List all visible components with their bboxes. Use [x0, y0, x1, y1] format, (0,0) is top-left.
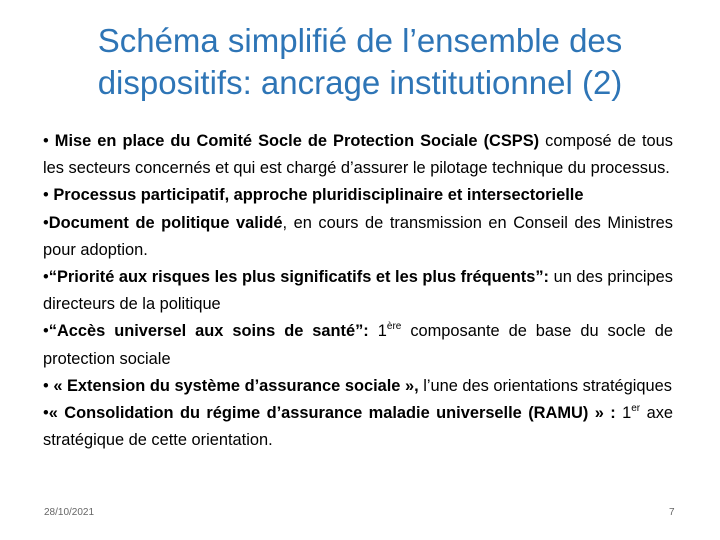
bullet-item: • « Extension du système d’assurance sociale », l’une des orientations stratégiques — [43, 376, 672, 395]
bullet-item: •“Priorité aux risques les plus significatifs et les plus fréquents”: un des principes directeurs de la politique — [43, 268, 673, 314]
bullet-item: • Mise en place du Comité Socle de Protection Sociale (CSPS) composé de tous les secteurs concernés et qui est chargé d’assurer le pilotage technique du processus. — [43, 132, 673, 178]
bullet-item: •« Consolidation du régime d’assurance maladie universelle (RAMU) » : 1er axe stratégique de cette orientation. — [43, 403, 674, 450]
slide-title: Schéma simplifié de l’ensemble des dispositifs: ancrage institutionnel (2) — [97, 22, 623, 101]
footer-date: 28/10/2021 — [44, 507, 95, 518]
bullet-item: •“Accès universel aux soins de santé”: 1ère composante de base du socle de protection sociale — [43, 321, 674, 368]
bullet-item: •Document de politique validé, en cours de transmission en Conseil des Ministres pour adoption. — [43, 213, 673, 259]
page-number: 7 — [669, 507, 675, 518]
bullet-item: • Processus participatif, approche pluridisciplinaire et intersectorielle — [43, 186, 584, 205]
bullet-list — [43, 128, 673, 454]
